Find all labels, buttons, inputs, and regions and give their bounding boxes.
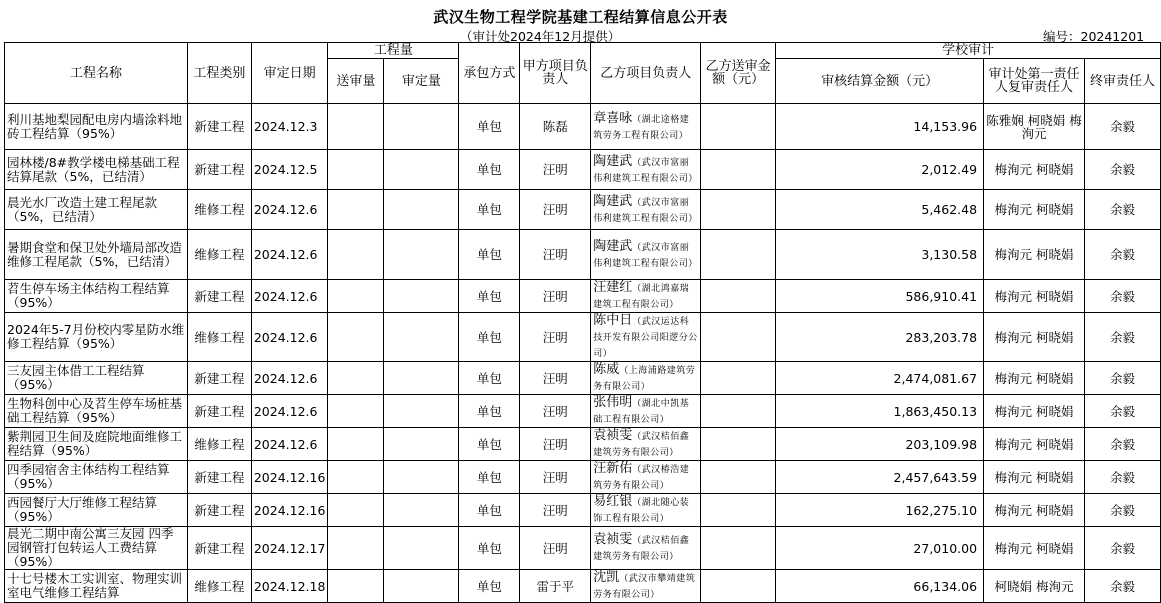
header-contract-mode: 承包方式 — [459, 43, 520, 104]
contractor-company: （武汉桔佰鑫建筑劳务有限公司） — [593, 432, 690, 458]
project-type-cell: 新建工程 — [187, 362, 251, 395]
party-b-lead-cell — [591, 313, 701, 362]
approval-date-cell: 2024.12.6 — [251, 362, 328, 395]
party-b-lead-cell — [591, 570, 701, 603]
header-approved-qty: 审定量 — [384, 59, 459, 104]
submitted-qty-cell — [328, 150, 384, 190]
final-review-cell: 余毅 — [1084, 104, 1160, 150]
submitted-qty-cell — [328, 494, 384, 527]
header-party-a-lead: 甲方项目负责人 — [520, 43, 591, 104]
audit-leads-cell: 梅洵元 柯晓娟 — [984, 494, 1085, 527]
submitted-qty-cell — [328, 313, 384, 362]
contractor-company: （武汉市富丽伟利建筑工程有限公司） — [593, 157, 698, 184]
contract-mode-cell: 单包 — [459, 104, 520, 150]
contractor-company: （武汉市富丽伟利建筑工程有限公司） — [593, 197, 698, 224]
contractor-company: （武汉市攀靖建筑劳务有限公司） — [593, 574, 696, 600]
contractor-company: （武汉市富丽伟利建筑工程有限公司） — [593, 242, 698, 269]
project-type-cell: 维修工程 — [187, 570, 251, 603]
party-b-lead-cell — [591, 150, 701, 190]
audit-leads-cell: 梅洵元 柯晓娟 — [984, 461, 1085, 494]
party-b-lead-cell — [591, 428, 701, 461]
audit-leads-cell: 梅洵元 柯晓娟 — [984, 362, 1085, 395]
contractor-name: 章喜咏 — [593, 110, 633, 126]
approval-date-cell: 2024.12.18 — [251, 570, 328, 603]
project-name-cell: 西园餐厅大厅维修工程结算（95%） — [5, 494, 188, 527]
approved-qty-cell — [384, 313, 459, 362]
header-final-review: 终审责任人 — [1084, 59, 1160, 104]
contractor-name: 沈凯 — [593, 570, 620, 585]
final-review-cell: 余毅 — [1084, 362, 1160, 395]
approved-qty-cell — [384, 527, 459, 570]
audit-leads-cell: 梅洵元 柯晓娟 — [984, 527, 1085, 570]
approval-date-cell: 2024.12.16 — [251, 494, 328, 527]
contract-mode-cell: 单包 — [459, 494, 520, 527]
header-audited-amount: 审核结算金额（元） — [776, 59, 984, 104]
audit-leads-cell: 梅洵元 柯晓娟 — [984, 190, 1085, 230]
party-b-lead-cell — [591, 362, 701, 395]
party-a-lead-cell: 汪明 — [520, 428, 591, 461]
approved-qty-cell — [384, 395, 459, 428]
submitted-qty-cell — [328, 461, 384, 494]
approved-qty-cell — [384, 461, 459, 494]
header-party-b-lead: 乙方项目负责人 — [591, 43, 701, 104]
party-b-amount-cell — [701, 461, 776, 494]
project-type-cell: 维修工程 — [187, 190, 251, 230]
table-row — [5, 104, 1161, 150]
final-review-cell: 余毅 — [1084, 494, 1160, 527]
settlement-table — [4, 42, 1161, 603]
contract-mode-cell: 单包 — [459, 362, 520, 395]
project-type-cell: 新建工程 — [187, 461, 251, 494]
party-a-lead-cell: 汪明 — [520, 362, 591, 395]
contractor-name: 陶建武 — [593, 238, 633, 254]
audit-leads-cell: 柯晓娟 梅洵元 — [984, 570, 1085, 603]
contract-mode-cell: 单包 — [459, 395, 520, 428]
final-review-cell: 余毅 — [1084, 428, 1160, 461]
project-name-cell: 暑期食堂和保卫处外墙局部改造维修工程尾款（5%，已结清） — [5, 230, 188, 280]
header-project-name: 工程名称 — [5, 43, 188, 104]
approval-date-cell: 2024.12.6 — [251, 395, 328, 428]
table-row — [5, 280, 1161, 313]
party-b-lead-cell — [591, 230, 701, 280]
audit-leads-cell: 梅洵元 柯晓娟 — [984, 230, 1085, 280]
contract-mode-cell: 单包 — [459, 527, 520, 570]
party-a-lead-cell: 汪明 — [520, 395, 591, 428]
approved-qty-cell — [384, 428, 459, 461]
approved-qty-cell — [384, 570, 459, 603]
audit-leads-cell: 陈雅娴 柯晓娟 梅洵元 — [984, 104, 1085, 150]
approval-date-cell: 2024.12.3 — [251, 104, 328, 150]
contract-mode-cell: 单包 — [459, 190, 520, 230]
final-review-cell: 余毅 — [1084, 570, 1160, 603]
contract-mode-cell: 单包 — [459, 570, 520, 603]
approved-qty-cell — [384, 104, 459, 150]
party-b-amount-cell — [701, 428, 776, 461]
audit-leads-cell: 梅洵元 柯晓娟 — [984, 313, 1085, 362]
contract-mode-cell: 单包 — [459, 280, 520, 313]
header-row-1 — [5, 43, 1161, 59]
contract-mode-cell: 单包 — [459, 230, 520, 280]
final-review-cell: 余毅 — [1084, 461, 1160, 494]
contractor-name: 张伟明 — [593, 395, 633, 410]
approval-date-cell: 2024.12.6 — [251, 280, 328, 313]
audited-amount-cell: 3,130.58 — [776, 230, 984, 280]
project-name-cell: 晨光水厂改造土建工程尾款（5%，已结清） — [5, 190, 188, 230]
party-b-amount-cell — [701, 570, 776, 603]
contractor-company: （湖北途格建筑劳务工程有限公司） — [593, 114, 690, 141]
audited-amount-cell: 1,863,450.13 — [776, 395, 984, 428]
project-type-cell: 维修工程 — [187, 428, 251, 461]
project-type-cell: 新建工程 — [187, 104, 251, 150]
contractor-company: （武汉桔佰鑫建筑劳务有限公司） — [593, 536, 690, 562]
header-submitted-qty: 送审量 — [328, 59, 384, 104]
party-a-lead-cell: 汪明 — [520, 461, 591, 494]
project-name-cell: 2024年5-7月份校内零星防水维修工程结算（95%） — [5, 313, 188, 362]
table-row — [5, 461, 1161, 494]
party-b-amount-cell — [701, 362, 776, 395]
contract-mode-cell: 单包 — [459, 428, 520, 461]
party-b-lead-cell — [591, 494, 701, 527]
submitted-qty-cell — [328, 362, 384, 395]
audit-leads-cell: 梅洵元 柯晓娟 — [984, 395, 1085, 428]
submitted-qty-cell — [328, 230, 384, 280]
approval-date-cell: 2024.12.17 — [251, 527, 328, 570]
project-name-cell: 生物科创中心及苕生停车场桩基础工程结算（95%） — [5, 395, 188, 428]
submitted-qty-cell — [328, 104, 384, 150]
header-school-audit: 学校审计 — [776, 43, 1161, 59]
document-code: 编号：20241201 — [1043, 29, 1145, 44]
project-type-cell: 维修工程 — [187, 230, 251, 280]
table-row — [5, 230, 1161, 280]
project-name-cell: 十七号楼木工实训室、物理实训室电气维修工程结算 — [5, 570, 188, 603]
project-type-cell: 新建工程 — [187, 150, 251, 190]
page-title: 武汉生物工程学院基建工程结算信息公开表 — [433, 8, 728, 26]
party-a-lead-cell: 汪明 — [520, 190, 591, 230]
party-a-lead-cell: 汪明 — [520, 280, 591, 313]
final-review-cell: 余毅 — [1084, 280, 1160, 313]
party-b-amount-cell — [701, 313, 776, 362]
contract-mode-cell: 单包 — [459, 150, 520, 190]
audit-leads-cell: 梅洵元 柯晓娟 — [984, 428, 1085, 461]
approved-qty-cell — [384, 150, 459, 190]
header-party-b-amount: 乙方送审金额（元） — [701, 43, 776, 104]
party-b-amount-cell — [701, 150, 776, 190]
table-row — [5, 494, 1161, 527]
audited-amount-cell: 66,134.06 — [776, 570, 984, 603]
audited-amount-cell: 162,275.10 — [776, 494, 984, 527]
audited-amount-cell: 203,109.98 — [776, 428, 984, 461]
submitted-qty-cell — [328, 395, 384, 428]
audited-amount-cell: 5,462.48 — [776, 190, 984, 230]
party-a-lead-cell: 汪明 — [520, 527, 591, 570]
approved-qty-cell — [384, 280, 459, 313]
page-subtitle: （审计处2024年12月提供） — [460, 29, 621, 44]
party-b-lead-cell — [591, 190, 701, 230]
approval-date-cell: 2024.12.6 — [251, 428, 328, 461]
header-quantity: 工程量 — [328, 43, 459, 59]
contractor-company: （湖北中凯基础工程有限公司） — [593, 399, 690, 425]
party-b-amount-cell — [701, 527, 776, 570]
approval-date-cell: 2024.12.16 — [251, 461, 328, 494]
submitted-qty-cell — [328, 527, 384, 570]
final-review-cell: 余毅 — [1084, 190, 1160, 230]
project-name-cell: 园林楼/8#教学楼电梯基础工程结算尾款（5%，已结清） — [5, 150, 188, 190]
approval-date-cell: 2024.12.6 — [251, 313, 328, 362]
audited-amount-cell: 2,012.49 — [776, 150, 984, 190]
party-b-lead-cell — [591, 104, 701, 150]
contractor-name: 袁祯雯 — [593, 428, 633, 443]
header-audit-leads: 审计处第一责任人复审责任人 — [984, 59, 1085, 104]
contractor-name: 陈中日 — [593, 313, 633, 328]
audited-amount-cell: 586,910.41 — [776, 280, 984, 313]
project-type-cell: 新建工程 — [187, 280, 251, 313]
final-review-cell: 余毅 — [1084, 230, 1160, 280]
submitted-qty-cell — [328, 280, 384, 313]
table-row — [5, 150, 1161, 190]
final-review-cell: 余毅 — [1084, 527, 1160, 570]
contractor-name: 汪新佑 — [593, 461, 633, 476]
project-name-cell: 苕生停车场主体结构工程结算（95%） — [5, 280, 188, 313]
approved-qty-cell — [384, 362, 459, 395]
party-b-lead-cell — [591, 395, 701, 428]
table-row — [5, 362, 1161, 395]
table-row — [5, 313, 1161, 362]
party-b-amount-cell — [701, 230, 776, 280]
party-a-lead-cell: 汪明 — [520, 313, 591, 362]
approval-date-cell: 2024.12.6 — [251, 230, 328, 280]
project-name-cell: 利川基地梨园配电房内墙涂料地砖工程结算（95%） — [5, 104, 188, 150]
table-row — [5, 527, 1161, 570]
contractor-company: （湖北随心装饰工程有限公司） — [593, 498, 690, 524]
project-name-cell: 三友园主体借工工程结算（95%） — [5, 362, 188, 395]
contractor-company: （武汉运达科技开发有限公司阳逻分公司） — [593, 317, 698, 359]
final-review-cell: 余毅 — [1084, 313, 1160, 362]
project-type-cell: 维修工程 — [187, 313, 251, 362]
contractor-company: （上海浦路建筑劳务有限公司） — [593, 366, 696, 392]
contractor-name: 汪建红 — [593, 280, 633, 295]
approval-date-cell: 2024.12.5 — [251, 150, 328, 190]
contractor-name: 易红银 — [593, 494, 633, 509]
party-b-amount-cell — [701, 190, 776, 230]
submitted-qty-cell — [328, 190, 384, 230]
approval-date-cell: 2024.12.6 — [251, 190, 328, 230]
submitted-qty-cell — [328, 428, 384, 461]
final-review-cell: 余毅 — [1084, 395, 1160, 428]
contractor-name: 陈威 — [593, 362, 620, 377]
contractor-name: 陶建武 — [593, 153, 633, 169]
project-name-cell: 四季园宿舍主体结构工程结算（95%） — [5, 461, 188, 494]
project-type-cell: 新建工程 — [187, 494, 251, 527]
approved-qty-cell — [384, 230, 459, 280]
table-row — [5, 395, 1161, 428]
party-b-amount-cell — [701, 395, 776, 428]
project-type-cell: 新建工程 — [187, 395, 251, 428]
table-row — [5, 570, 1161, 603]
table-row — [5, 190, 1161, 230]
header-approval-date: 审定日期 — [251, 43, 328, 104]
party-b-amount-cell — [701, 494, 776, 527]
audited-amount-cell: 2,457,643.59 — [776, 461, 984, 494]
audited-amount-cell: 2,474,081.67 — [776, 362, 984, 395]
audited-amount-cell: 283,203.78 — [776, 313, 984, 362]
party-b-amount-cell — [701, 104, 776, 150]
party-a-lead-cell: 汪明 — [520, 494, 591, 527]
approved-qty-cell — [384, 190, 459, 230]
audited-amount-cell: 27,010.00 — [776, 527, 984, 570]
party-b-lead-cell — [591, 527, 701, 570]
party-a-lead-cell: 陈磊 — [520, 104, 591, 150]
party-b-lead-cell — [591, 280, 701, 313]
party-b-amount-cell — [701, 280, 776, 313]
party-a-lead-cell: 雷于平 — [520, 570, 591, 603]
project-type-cell: 新建工程 — [187, 527, 251, 570]
contractor-company: （湖北鸿嘉瑞建筑工程有限公司） — [593, 284, 690, 310]
final-review-cell: 余毅 — [1084, 150, 1160, 190]
table-row — [5, 428, 1161, 461]
contractor-company: （武汉椿浩建筑劳务有限公司） — [593, 465, 690, 491]
contractor-name: 陶建武 — [593, 193, 633, 209]
party-a-lead-cell: 汪明 — [520, 150, 591, 190]
contract-mode-cell: 单包 — [459, 313, 520, 362]
header-project-type: 工程类别 — [187, 43, 251, 104]
audit-leads-cell: 梅洵元 柯晓娟 — [984, 150, 1085, 190]
party-a-lead-cell: 汪明 — [520, 230, 591, 280]
party-b-lead-cell — [591, 461, 701, 494]
contract-mode-cell: 单包 — [459, 461, 520, 494]
audited-amount-cell: 14,153.96 — [776, 104, 984, 150]
project-name-cell: 紫荆园卫生间及庭院地面维修工程结算（95%） — [5, 428, 188, 461]
approved-qty-cell — [384, 494, 459, 527]
contractor-name: 袁祯雯 — [593, 532, 633, 547]
project-name-cell: 晨光二期中南公寓三友园 四季园钢管打包转运人工费结算（95%） — [5, 527, 188, 570]
submitted-qty-cell — [328, 570, 384, 603]
audit-leads-cell: 梅洵元 柯晓娟 — [984, 280, 1085, 313]
